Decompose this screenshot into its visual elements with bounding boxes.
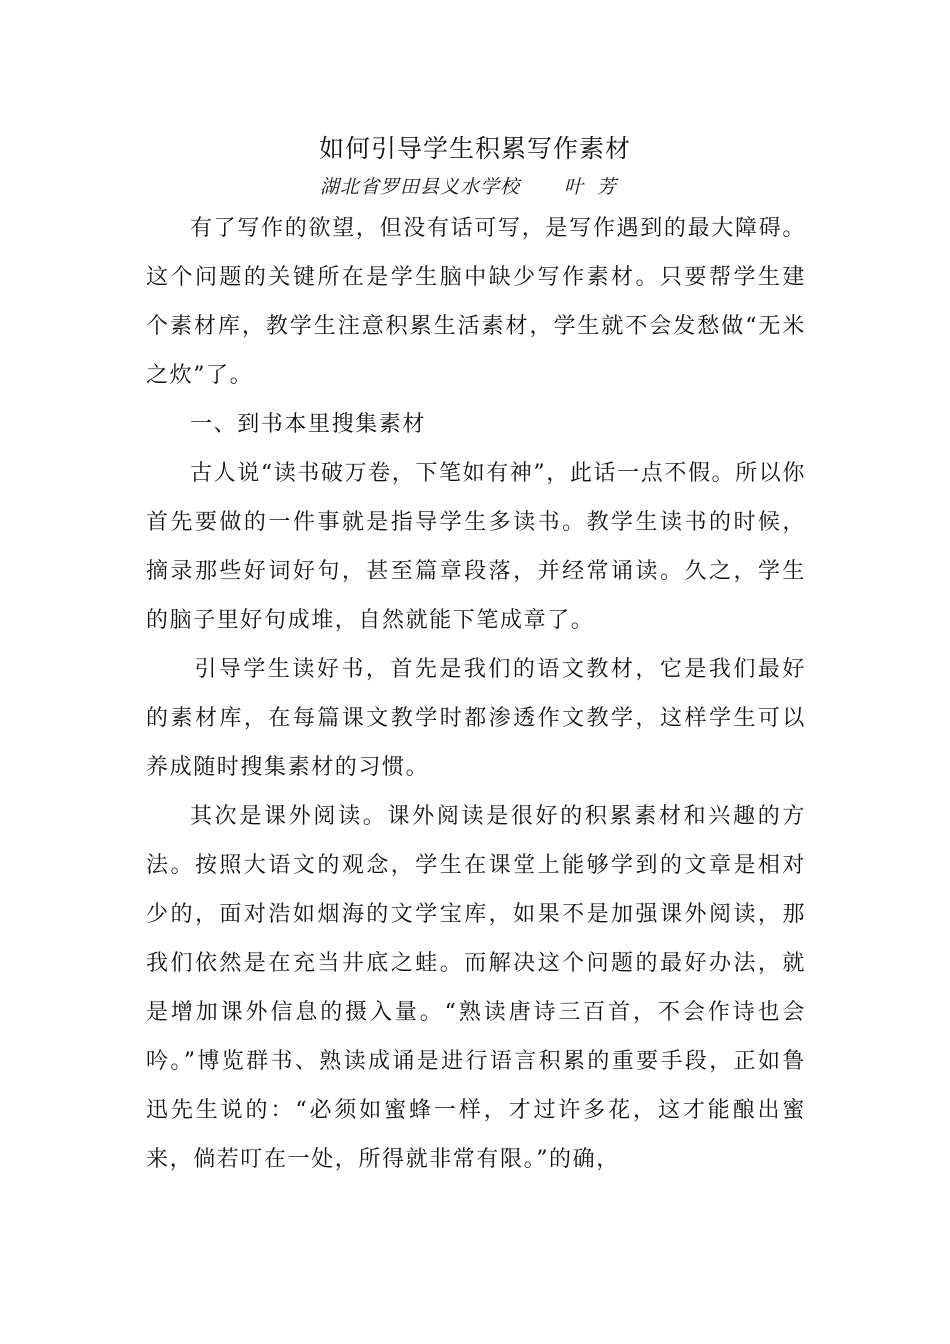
section-heading: 一、到书本里搜集素材 [190, 412, 427, 437]
byline [0, 174, 950, 200]
byline-author: 叶芳 [564, 176, 631, 198]
paragraph-textbook: 引导学生读好书，首先是我们的语文教材，它是我们最好的素材库，在每篇课文教学时都渗透作文教学，这样学生可以养成随时搜集素材的习惯。 [146, 657, 806, 780]
paragraph-intro: 有了写作的欲望，但没有话可写，是写作遇到的最大障碍。这个问题的关键所在是学生脑中缺少写作素材。只要帮学生建个素材库，教学生注意积累生活素材，学生就不会发愁做“无米之炊”了。 [146, 216, 806, 388]
document-body [146, 204, 806, 1184]
paragraph-reading: 古人说“读书破万卷，下笔如有神”，此话一点不假。所以你首先要做的一件事就是指导学生多读书。教学生读书的时候，摘录那些好词好句，甚至篇章段落，并经常诵读。久之，学生的脑子里好句成堆，自然就能下笔成章了。 [146, 461, 806, 633]
byline-school: 湖北省罗田县义水学校 [319, 176, 520, 198]
paragraph-extracurricular: 其次是课外阅读。课外阅读是很好的积累素材和兴趣的方法。按照大语文的观念，学生在课堂上能够学到的文章是相对少的，面对浩如烟海的文学宝库，如果不是加强课外阅读，那我们依然是在充当井底之蛙。而解决这个问题的最好办法，就是增加课外信息的摄入量。“熟读唐诗三百首，不会作诗也会吟。”博览群书、熟读成诵是进行语言积累的重要手段，正如鲁迅先生说的：“必须如蜜蜂一样，才过许多花，这才能酿出蜜来，倘若叮在一处，所得就非常有限。”的确， [146, 804, 806, 1172]
page-title: 如何引导学生积累写作素材 [318, 134, 631, 163]
